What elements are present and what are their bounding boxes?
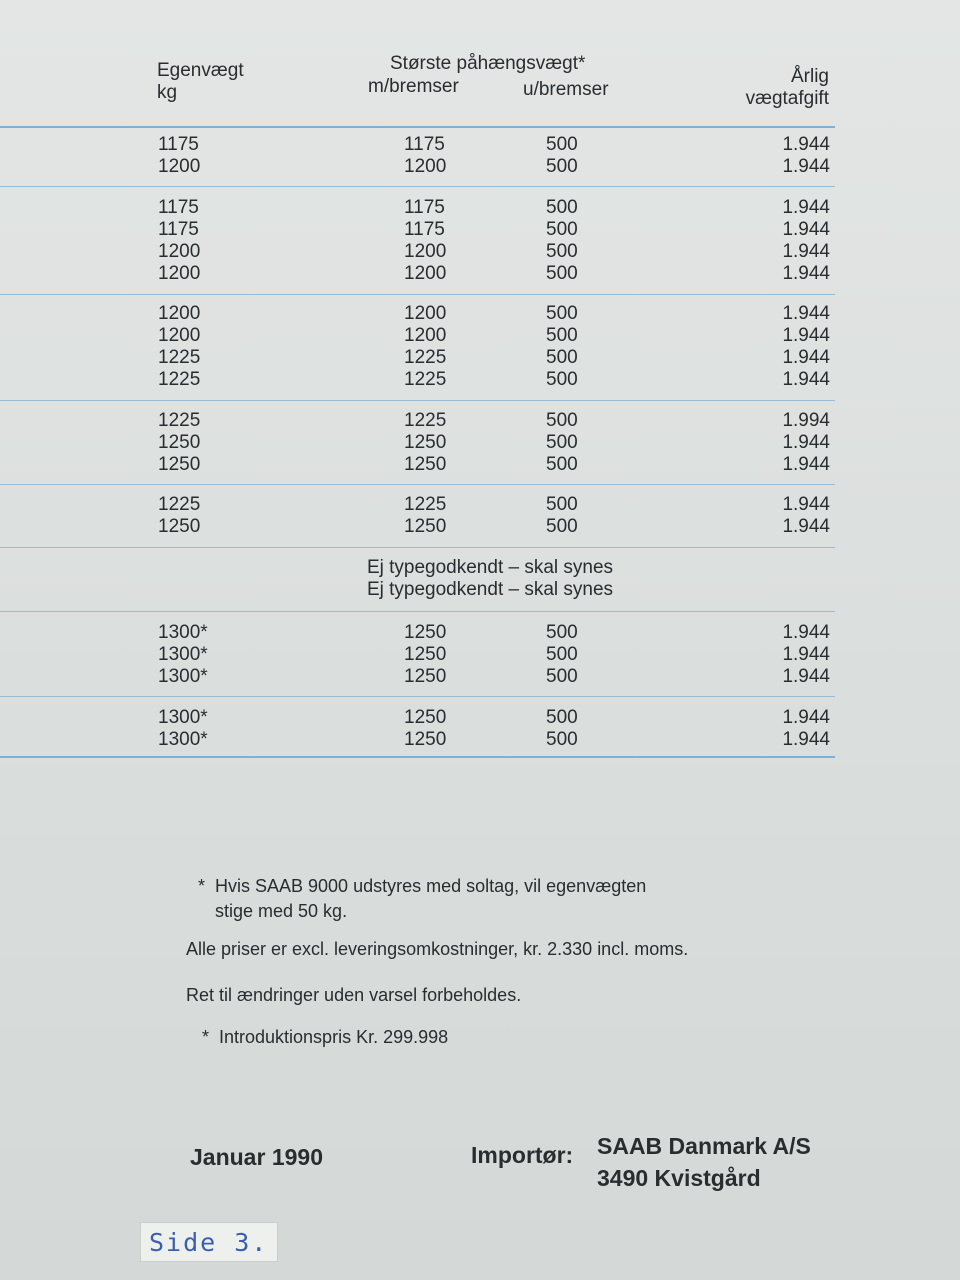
cell-m-bremser: 1175 (404, 134, 445, 155)
cell-afgift: 1.994 (782, 410, 830, 431)
cell-afgift: 1.944 (782, 369, 830, 390)
table-bottom-rule (0, 756, 835, 758)
table-group-8 (0, 707, 960, 751)
cell-afgift: 1.944 (782, 622, 830, 643)
cell-afgift: 1.944 (782, 516, 830, 537)
table-row (0, 369, 960, 391)
date-label: Januar 1990 (190, 1144, 323, 1170)
cell-afgift: 1.944 (782, 707, 830, 728)
header-egenvaegt (157, 60, 244, 104)
cell-afgift: 1.944 (782, 644, 830, 665)
cell-afgift: 1.944 (782, 494, 830, 515)
cell-m-bremser: 1250 (404, 454, 447, 475)
group-divider (0, 547, 835, 548)
cell-m-bremser: 1225 (404, 494, 447, 515)
cell-u-bremser: 500 (546, 494, 578, 515)
cell-egenvaegt: 1225 (158, 410, 201, 431)
soltag-line-1: Hvis SAAB 9000 udstyres med soltag, vil egenvægten (215, 876, 647, 896)
table-group-1 (0, 134, 960, 178)
cell-m-bremser: 1200 (404, 156, 447, 177)
cell-egenvaegt: 1300* (158, 622, 208, 643)
cell-m-bremser: 1225 (404, 410, 447, 431)
cell-afgift: 1.944 (782, 134, 830, 155)
cell-u-bremser: 500 (546, 666, 578, 687)
type-approval-note: Ej typegodkendt – skal synes (366, 579, 614, 600)
table-row (0, 644, 960, 666)
cell-afgift: 1.944 (782, 729, 830, 750)
group-divider (0, 611, 835, 612)
cell-u-bremser: 500 (546, 241, 578, 262)
cell-m-bremser: 1225 (404, 369, 447, 390)
cell-afgift: 1.944 (782, 303, 830, 324)
cell-u-bremser: 500 (546, 644, 578, 665)
cell-u-bremser: 500 (546, 303, 578, 324)
cell-egenvaegt: 1200 (158, 325, 201, 346)
cell-egenvaegt: 1250 (158, 516, 201, 537)
cell-egenvaegt: 1175 (158, 197, 199, 218)
cell-afgift: 1.944 (782, 432, 830, 453)
cell-u-bremser: 500 (546, 622, 578, 643)
table-group-2 (0, 197, 960, 285)
cell-u-bremser: 500 (546, 516, 578, 537)
cell-egenvaegt: 1225 (158, 369, 201, 390)
cell-u-bremser: 500 (546, 369, 578, 390)
group-divider (0, 294, 835, 295)
footnote-asterisk: * (202, 1027, 210, 1047)
header-u-bremser: u/bremser (523, 79, 609, 100)
cell-m-bremser: 1250 (404, 622, 447, 643)
table-row (0, 494, 960, 516)
cell-m-bremser: 1200 (404, 263, 447, 284)
cell-afgift: 1.944 (782, 197, 830, 218)
header-vaegtafgift-label: vægtafgift (745, 88, 829, 109)
table-row (0, 156, 960, 178)
table-row (0, 197, 960, 219)
table-row (0, 347, 960, 369)
cell-u-bremser: 500 (546, 454, 578, 475)
table-row (0, 219, 960, 241)
cell-afgift: 1.944 (782, 325, 830, 346)
header-rule (0, 126, 835, 128)
table-row (0, 729, 960, 751)
cell-afgift: 1.944 (782, 263, 830, 284)
table-row (0, 263, 960, 285)
header-egenvaegt-label: Egenvægt (157, 60, 244, 81)
header-kg-label: kg (157, 82, 178, 103)
table-row (0, 410, 960, 432)
footnote-asterisk: * (198, 876, 206, 896)
cell-egenvaegt: 1200 (158, 156, 201, 177)
intro-price-text: Introduktionspris Kr. 299.998 (219, 1027, 449, 1047)
cell-egenvaegt: 1225 (158, 347, 201, 368)
cell-egenvaegt: 1200 (158, 303, 201, 324)
importer-address: 3490 Kvistgård (597, 1165, 761, 1191)
cell-m-bremser: 1250 (404, 666, 447, 687)
header-stoerste: Største påhængsvægt* (390, 53, 586, 74)
group-divider (0, 696, 835, 697)
cell-afgift: 1.944 (782, 454, 830, 475)
cell-egenvaegt: 1225 (158, 494, 201, 515)
cell-egenvaegt: 1300* (158, 729, 208, 750)
cell-afgift: 1.944 (782, 219, 830, 240)
cell-m-bremser: 1250 (404, 707, 447, 728)
cell-m-bremser: 1200 (404, 241, 447, 262)
table-row (0, 516, 960, 538)
cell-egenvaegt: 1175 (158, 219, 199, 240)
cell-m-bremser: 1250 (404, 644, 447, 665)
header-aarlig-label: Årlig (790, 66, 829, 87)
table-group-4 (0, 410, 960, 476)
cell-m-bremser: 1250 (404, 516, 447, 537)
cell-egenvaegt: 1300* (158, 644, 208, 665)
cell-afgift: 1.944 (782, 666, 830, 687)
cell-afgift: 1.944 (782, 347, 830, 368)
cell-u-bremser: 500 (546, 325, 578, 346)
soltag-line-2: stige med 50 kg. (215, 901, 348, 921)
cell-m-bremser: 1175 (404, 197, 445, 218)
cell-egenvaegt: 1250 (158, 432, 201, 453)
cell-m-bremser: 1200 (404, 303, 447, 324)
table-row (0, 622, 960, 644)
cell-egenvaegt: 1300* (158, 707, 208, 728)
cell-u-bremser: 500 (546, 432, 578, 453)
cell-u-bremser: 500 (546, 156, 578, 177)
table-row (0, 241, 960, 263)
cell-egenvaegt: 1250 (158, 454, 201, 475)
table-group-5 (0, 494, 960, 538)
cell-egenvaegt: 1175 (158, 134, 199, 155)
table-row (0, 303, 960, 325)
soltag-footnote (198, 874, 647, 898)
cell-egenvaegt: 1200 (158, 263, 201, 284)
table-row (0, 707, 960, 729)
cell-egenvaegt: 1300* (158, 666, 208, 687)
group-divider (0, 484, 835, 485)
intro-price-footnote (202, 1025, 449, 1049)
cell-m-bremser: 1175 (404, 219, 445, 240)
group-divider (0, 186, 835, 187)
cell-afgift: 1.944 (782, 156, 830, 177)
cell-u-bremser: 500 (546, 347, 578, 368)
cell-u-bremser: 500 (546, 219, 578, 240)
cell-egenvaegt: 1200 (158, 241, 201, 262)
cell-m-bremser: 1250 (404, 432, 447, 453)
price-note: Alle priser er excl. leveringsomkostninger, kr. 2.330 incl. moms. (186, 939, 689, 959)
header-aarlig (746, 66, 829, 110)
group-divider (0, 400, 835, 401)
table-row (0, 134, 960, 156)
table-group-7 (0, 622, 960, 688)
cell-m-bremser: 1250 (404, 729, 447, 750)
cell-u-bremser: 500 (546, 263, 578, 284)
cell-u-bremser: 500 (546, 197, 578, 218)
table-row (0, 325, 960, 347)
cell-u-bremser: 500 (546, 729, 578, 750)
table-row (0, 666, 960, 688)
cell-u-bremser: 500 (546, 410, 578, 431)
cell-u-bremser: 500 (546, 134, 578, 155)
cell-m-bremser: 1225 (404, 347, 447, 368)
importer-name: SAAB Danmark A/S (597, 1133, 811, 1159)
type-approval-note: Ej typegodkendt – skal synes (366, 557, 614, 578)
change-reserve-note: Ret til ændringer uden varsel forbeholdes. (186, 985, 522, 1005)
importer-label: Importør: (471, 1142, 574, 1168)
header-m-bremser: m/bremser (368, 76, 459, 97)
cell-m-bremser: 1200 (404, 325, 447, 346)
cell-afgift: 1.944 (782, 241, 830, 262)
table-row (0, 432, 960, 454)
table-row (0, 454, 960, 476)
handwritten-page-label: Side 3. (140, 1222, 278, 1262)
cell-u-bremser: 500 (546, 707, 578, 728)
table-group-3 (0, 303, 960, 391)
